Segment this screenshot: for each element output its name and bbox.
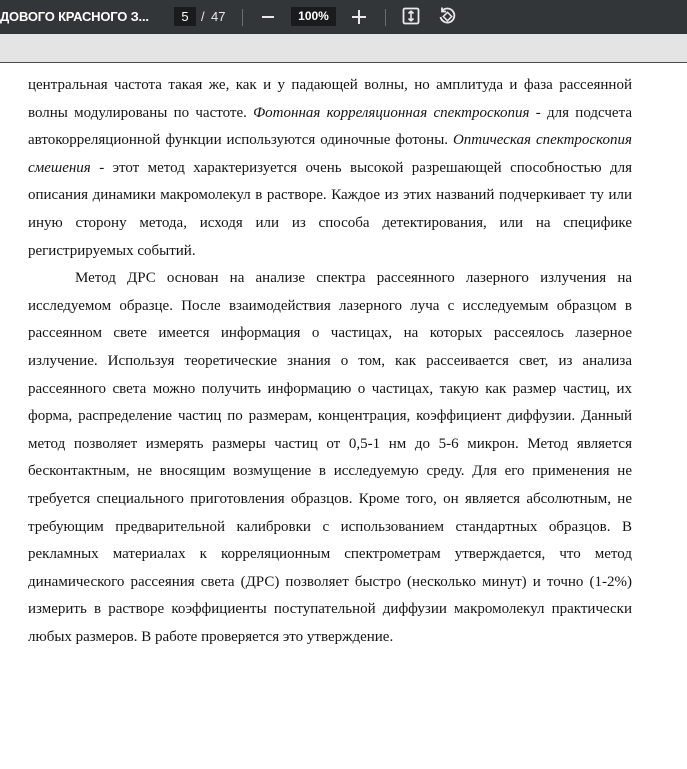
document-title: ДОВОГО КРАСНОГО З...: [0, 9, 149, 24]
term-photon-correlation: Фотонная корреляционная спектроскопия: [253, 104, 530, 121]
minus-icon[interactable]: [262, 16, 274, 18]
page-number-input[interactable]: 5: [174, 7, 196, 26]
pdf-toolbar: [0, 0, 687, 34]
page-gap: [0, 34, 687, 63]
paragraph-1-part-3: - этот метод характеризуется очень высокой разрешающей способностью для описания динамики макромолекул в растворе. Каждое из этих названий подчеркивает ту или иную сторону метода, исходя или из способа детектирования, или на специфике регистрируемых событий.: [28, 159, 632, 259]
toolbar-divider: [385, 9, 386, 26]
document-body: [28, 72, 632, 651]
zoom-level-input[interactable]: 100%: [291, 7, 336, 26]
term-optical-mixing: Оптическая спектроскопия смешения: [28, 132, 632, 176]
total-pages: 47: [211, 9, 226, 24]
paragraph-1-part-1: центральная частота такая же, как и у падающей волны, но амплитуда и фаза рассеянной волны модулированы по частоте.: [28, 77, 632, 121]
fit-to-page-icon[interactable]: [402, 7, 420, 25]
page-separator: /: [201, 9, 205, 24]
paragraph-1: [28, 72, 632, 265]
plus-icon[interactable]: [352, 10, 366, 24]
toolbar-divider: [242, 9, 243, 26]
paragraph-2: Метод ДРС основан на анализе спектра рассеянного лазерного излучения на исследуемом образце. После взаимодействия лазерного луча с исследуемым образцом в рассеянном свете имеется информация о частицах, на которых рассеялось лазерное излучение. Используя теоретические знания о том, как рассеивается свет, из анализа рассеянного света можно получить информацию о частицах, такую как размер частиц, их форма, распределение частиц по размерам, концентрация, коэффициент диффузии. Данный метод позволяет измерять размеры частиц от 0,5-1 нм до 5-6 микрон. Метод является бесконтактным, не вносящим возмущение в исследуемую среду. Для его применения не требуется специального приготовления образцов. Кроме того, он является абсолютным, не требующим предварительной калибровки с использованием стандартных образцов. В рекламных материалах к корреляционным спектрометрам утверждается, что метод динамического рассеяния света (ДРС) позволяет быстро (несколько минут) и точно (1-2%) измерить в растворе коэффициенты поступательной диффузии макромолекул практически любых размеров. В работе проверяется это утверждение.: [28, 270, 632, 645]
rotate-icon[interactable]: [437, 6, 457, 26]
paragraph-1-part-2: - для подсчета автокорреляционной функции используются одиночные фотоны.: [28, 104, 632, 149]
